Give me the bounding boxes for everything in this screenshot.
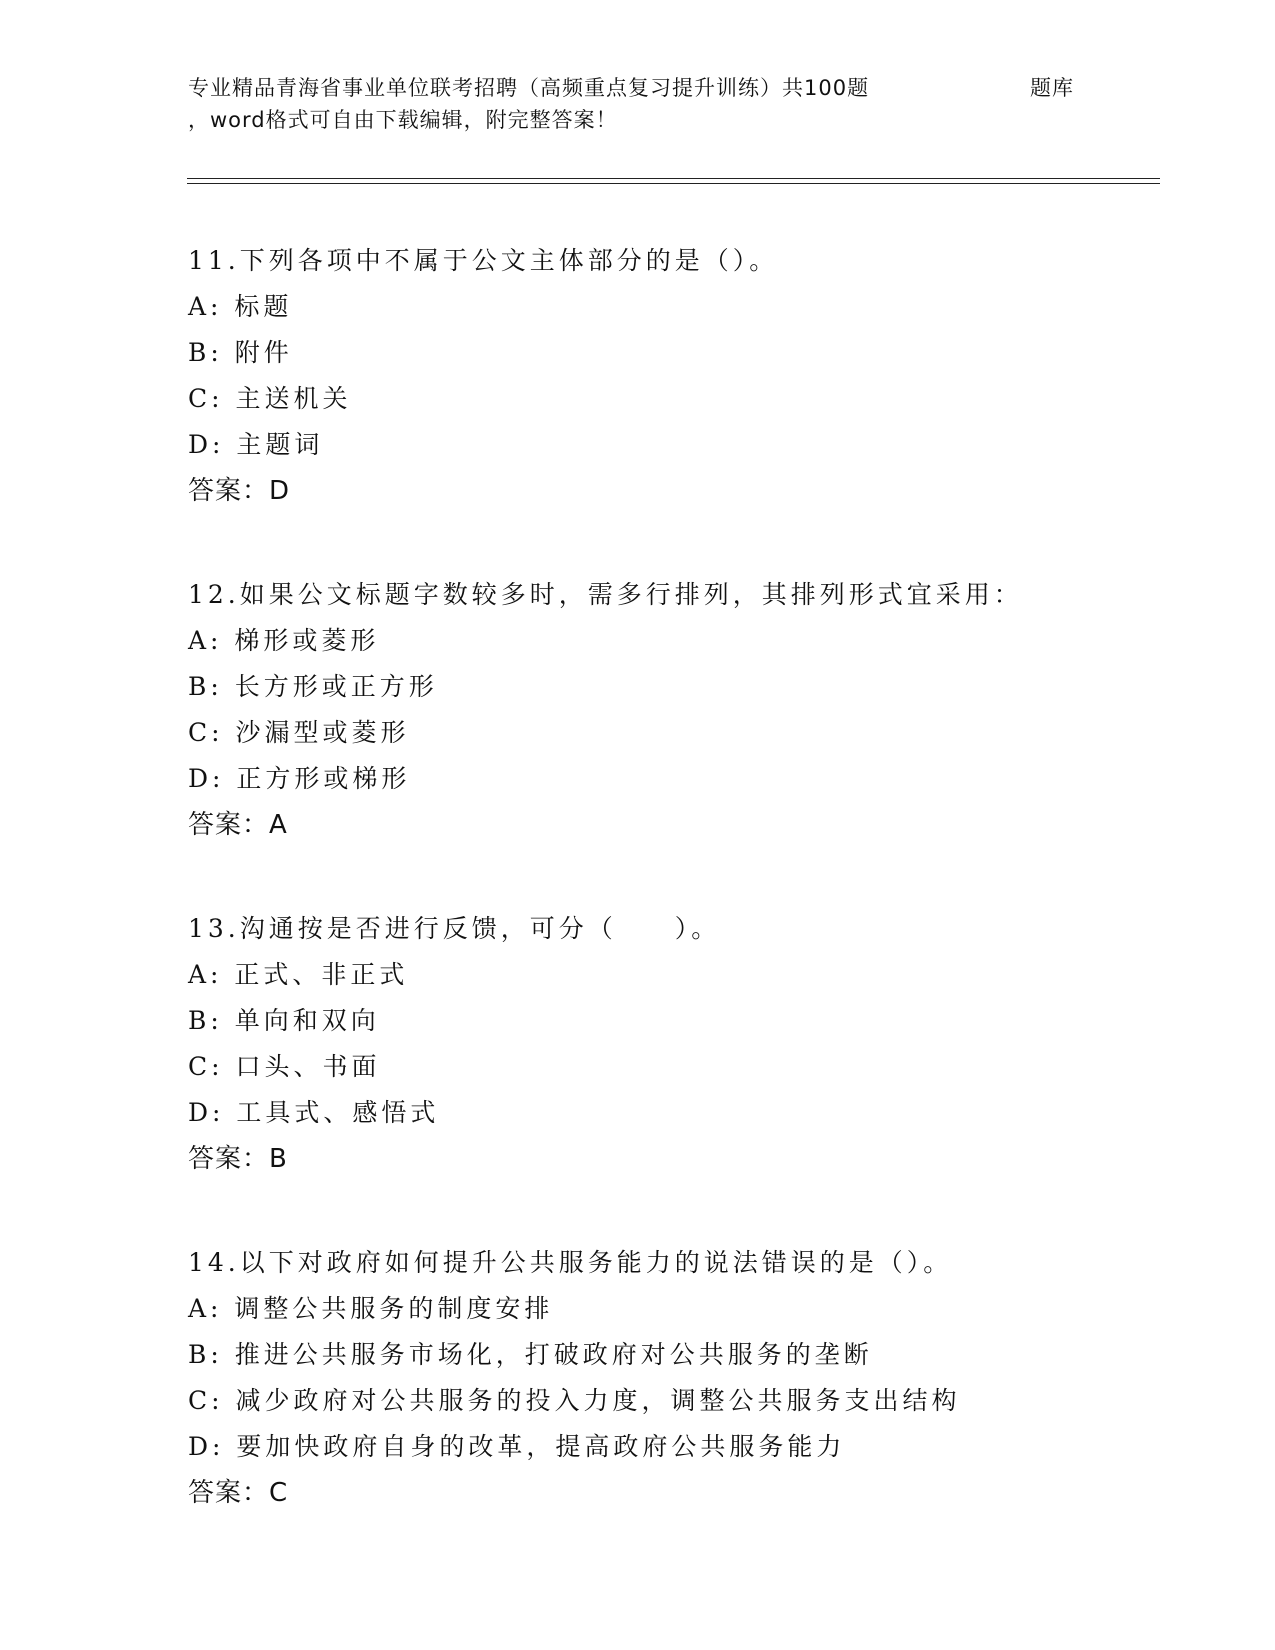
option-b: B: 推进公共服务市场化，打破政府对公共服务的垄断 [188,1340,873,1369]
option-c: C: 口头、书面 [188,1052,381,1081]
header-title: 专业精品青海省事业单位联考招聘（高频重点复习提升训练）共100题 [188,76,870,100]
header-tag: 题库 [1030,76,1074,100]
option-a: A: 调整公共服务的制度安排 [188,1294,554,1323]
question-stem: 13.沟通按是否进行反馈，可分（ ）。 [188,914,721,943]
option-a: A: 正式、非正式 [188,960,409,989]
header-divider-bottom [187,183,1160,184]
question-stem: 12.如果公文标题字数较多时，需多行排列，其排列形式宜采用： [188,580,1023,609]
document-header [188,72,1088,136]
question-block [188,572,1188,848]
question-stem: 11.下列各项中不属于公文主体部分的是（）。 [188,246,779,275]
option-b: B: 单向和双向 [188,1006,380,1035]
answer-line: 答案：B [188,1144,288,1174]
option-a: A: 梯形或菱形 [188,626,380,655]
answer-line: 答案：A [188,810,288,840]
question-block [188,906,1188,1182]
question-block [188,1240,1188,1516]
header-subtitle: ，word格式可自由下载编辑，附完整答案！ [188,108,618,132]
option-c: C: 减少政府对公共服务的投入力度，调整公共服务支出结构 [188,1386,961,1415]
option-c: C: 沙漏型或菱形 [188,718,410,747]
question-block [188,238,1188,514]
option-d: D: 要加快政府自身的改革，提高政府公共服务能力 [188,1432,846,1461]
option-c: C: 主送机关 [188,384,352,413]
answer-line: 答案：C [188,1478,289,1508]
header-divider-top [187,178,1160,179]
option-d: D: 工具式、感悟式 [188,1098,440,1127]
option-b: B: 附件 [188,338,293,367]
option-b: B: 长方形或正方形 [188,672,438,701]
option-d: D: 主题词 [188,430,324,459]
option-d: D: 正方形或梯形 [188,764,411,793]
question-list [188,238,1188,1574]
answer-line: 答案：D [188,476,291,506]
question-stem: 14.以下对政府如何提升公共服务能力的说法错误的是（）。 [188,1248,953,1277]
option-a: A: 标题 [188,292,293,321]
